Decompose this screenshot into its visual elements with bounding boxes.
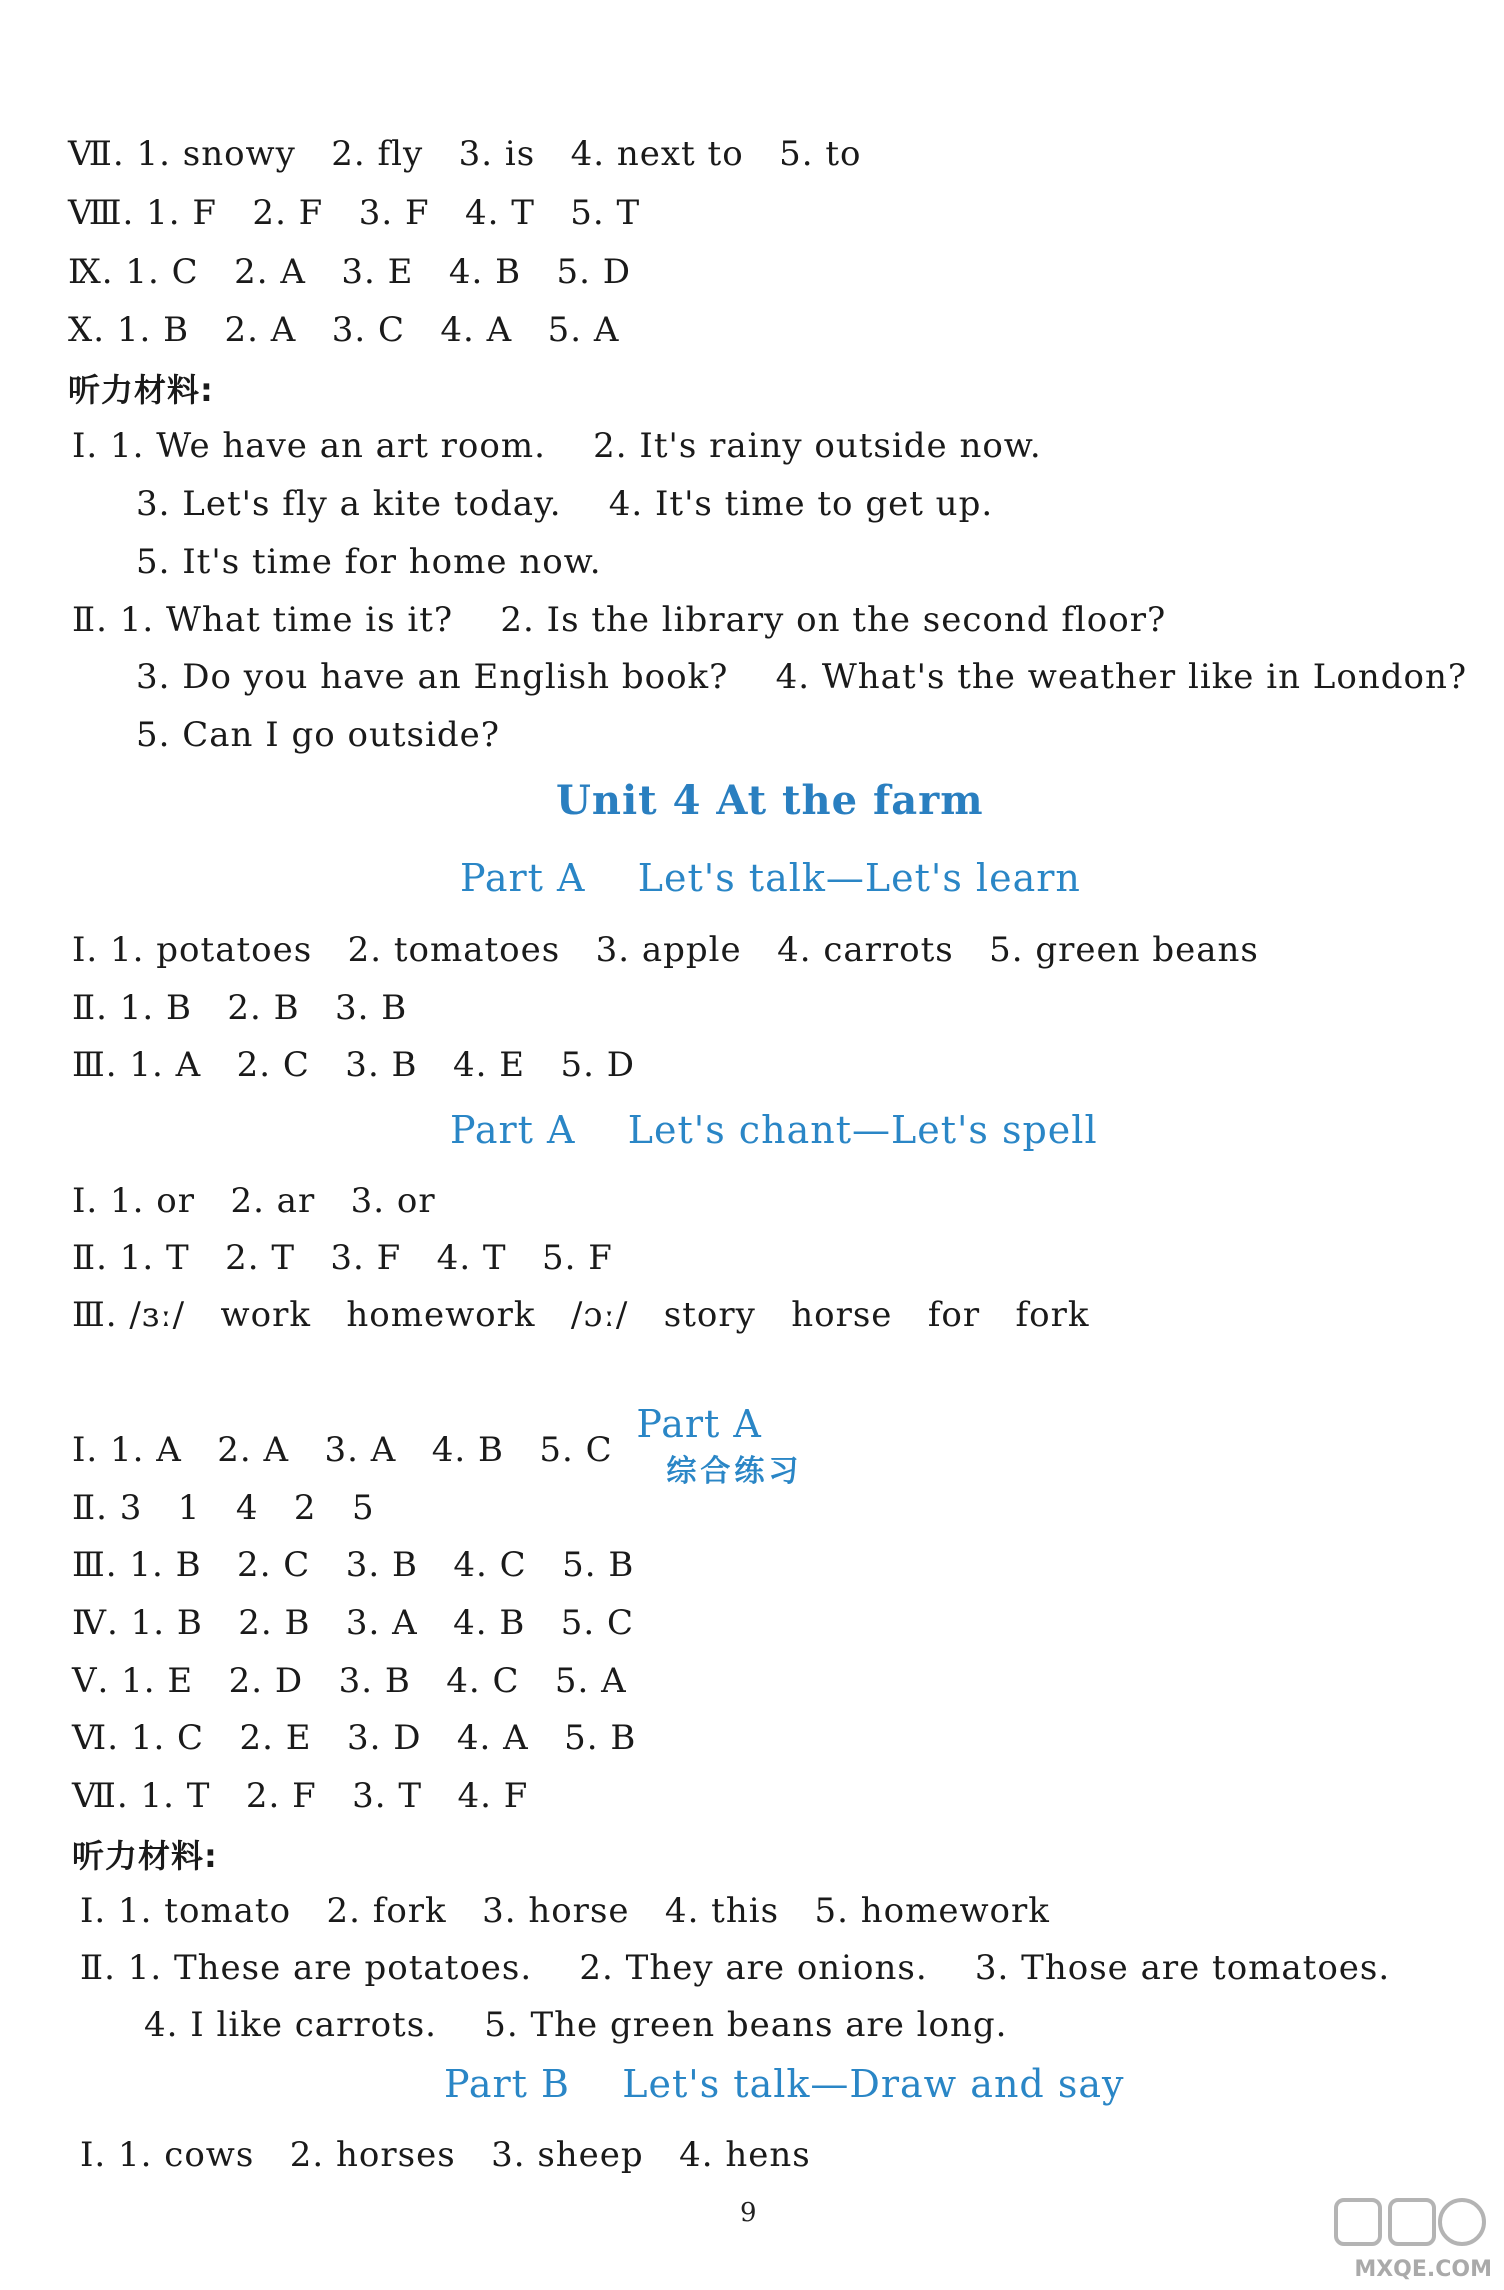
answer-line: 3. Let's fly a kite today. 4. It's time to get up.	[136, 484, 994, 524]
answer-line: Ⅱ. 3 1 4 2 5	[72, 1488, 375, 1528]
answer-line: Ⅰ. 1. potatoes 2. tomatoes 3. apple 4. carrots 5. green beans	[72, 930, 1259, 970]
watermark	[1306, 2194, 1496, 2284]
answer-line: 3. Do you have an English book? 4. What's the weather like in London?	[136, 657, 1468, 697]
listening-material-heading: 听力材料:	[68, 371, 214, 409]
answer-line: Ⅰ. 1. A 2. A 3. A 4. B 5. C	[72, 1430, 613, 1470]
answer-line: Ⅹ. 1. B 2. A 3. C 4. A 5. A	[68, 310, 620, 350]
answer-line: Ⅷ. 1. F 2. F 3. F 4. T 5. T	[68, 193, 641, 233]
answer-line: 5. Can I go outside?	[136, 715, 500, 755]
watermark-text: MXQE.COM	[1354, 2257, 1492, 2282]
answer-line: 5. It's time for home now.	[136, 542, 602, 582]
answer-line: Ⅲ. /ɜː/ work homework /ɔː/ story horse for fork	[72, 1295, 1090, 1335]
answer-line: Ⅲ. 1. A 2. C 3. B 4. E 5. D	[72, 1045, 635, 1085]
answer-line: Ⅰ. 1. We have an art room. 2. It's rainy outside now.	[72, 426, 1042, 466]
answer-line: Ⅵ. 1. C 2. E 3. D 4. A 5. B	[72, 1718, 637, 1758]
unit-title: Unit 4 At the farm	[556, 777, 984, 824]
answer-line: Ⅱ. 1. What time is it? 2. Is the library on the second floor?	[72, 600, 1167, 640]
answer-line: Ⅶ. 1. snowy 2. fly 3. is 4. next to 5. to	[68, 134, 862, 174]
answer-line: Ⅸ. 1. C 2. A 3. E 4. B 5. D	[68, 252, 631, 292]
watermark-logo-icon	[1306, 2194, 1496, 2254]
section-heading-cn: 综合练习	[666, 1454, 803, 1489]
answer-line: Ⅴ. 1. E 2. D 3. B 4. C 5. A	[72, 1661, 627, 1701]
answer-line: Ⅱ. 1. These are potatoes. 2. They are onions. 3. Those are tomatoes.	[80, 1948, 1391, 1988]
answer-line: Ⅱ. 1. B 2. B 3. B	[72, 988, 408, 1028]
answer-line: Ⅱ. 1. T 2. T 3. F 4. T 5. F	[72, 1238, 613, 1278]
page-number: 9	[740, 2198, 757, 2228]
section-heading: Part A Let's chant—Let's spell	[450, 1108, 1098, 1152]
section-heading	[584, 1358, 802, 1538]
listening-material-heading: 听力材料:	[72, 1837, 218, 1875]
answer-line: 4. I like carrots. 5. The green beans are long.	[144, 2005, 1008, 2045]
answer-line: Ⅰ. 1. or 2. ar 3. or	[72, 1181, 436, 1221]
section-heading: Part A Let's talk—Let's learn	[460, 856, 1081, 900]
answer-line: Ⅲ. 1. B 2. C 3. B 4. C 5. B	[72, 1545, 635, 1585]
answer-line: Ⅰ. 1. tomato 2. fork 3. horse 4. this 5. homework	[80, 1891, 1050, 1931]
answer-line: Ⅰ. 1. cows 2. horses 3. sheep 4. hens	[80, 2135, 811, 2175]
section-heading-part: Part A	[636, 1402, 762, 1446]
answer-line: Ⅳ. 1. B 2. B 3. A 4. B 5. C	[72, 1603, 635, 1643]
answer-line: Ⅶ. 1. T 2. F 3. T 4. F	[72, 1776, 529, 1816]
section-heading: Part B Let's talk—Draw and say	[444, 2062, 1125, 2106]
